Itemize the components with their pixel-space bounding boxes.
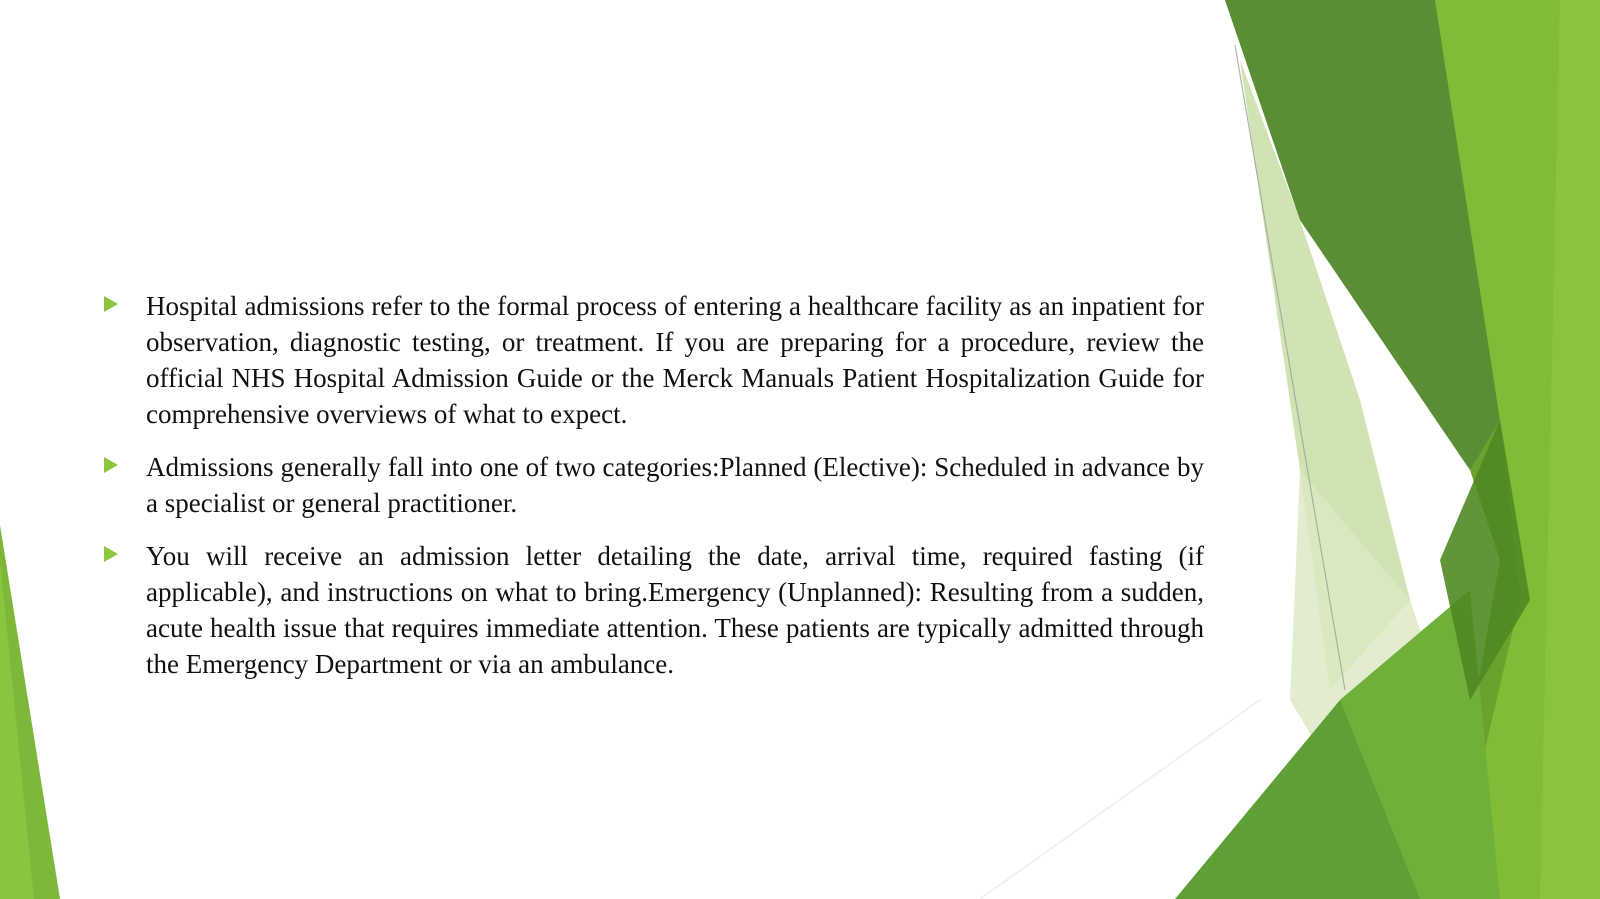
bullet-item <box>100 288 1204 432</box>
bullet-text: Admissions generally fall into one of two categories:Planned (Elective): Scheduled in advance by a specialist or general practitioner. <box>146 452 1204 518</box>
bullet-item <box>100 538 1204 682</box>
bullet-text: Hospital admissions refer to the formal process of entering a healthcare facility as an inpatient for observation, diagnostic testing, or treatment. If you are preparing for a procedure, review the official NHS Hospital Admission Guide or the Merck Manuals Patient Hospitalization Guide for comprehensive overviews of what to expect. <box>146 291 1204 429</box>
bullet-item <box>100 449 1204 521</box>
triangle-bullet-icon <box>104 296 118 312</box>
triangle-bullet-icon <box>104 546 118 562</box>
bullet-text: You will receive an admission letter detailing the date, arrival time, required fasting (if applicable), and instructions on what to bring.Emergency (Unplanned): Resulting from a sudden, acute health issue that requires immediate attention. These patients are typically admitted through the Emergency Department or via an ambulance. <box>146 541 1204 679</box>
bullet-list <box>100 288 1204 699</box>
triangle-bullet-icon <box>104 457 118 473</box>
